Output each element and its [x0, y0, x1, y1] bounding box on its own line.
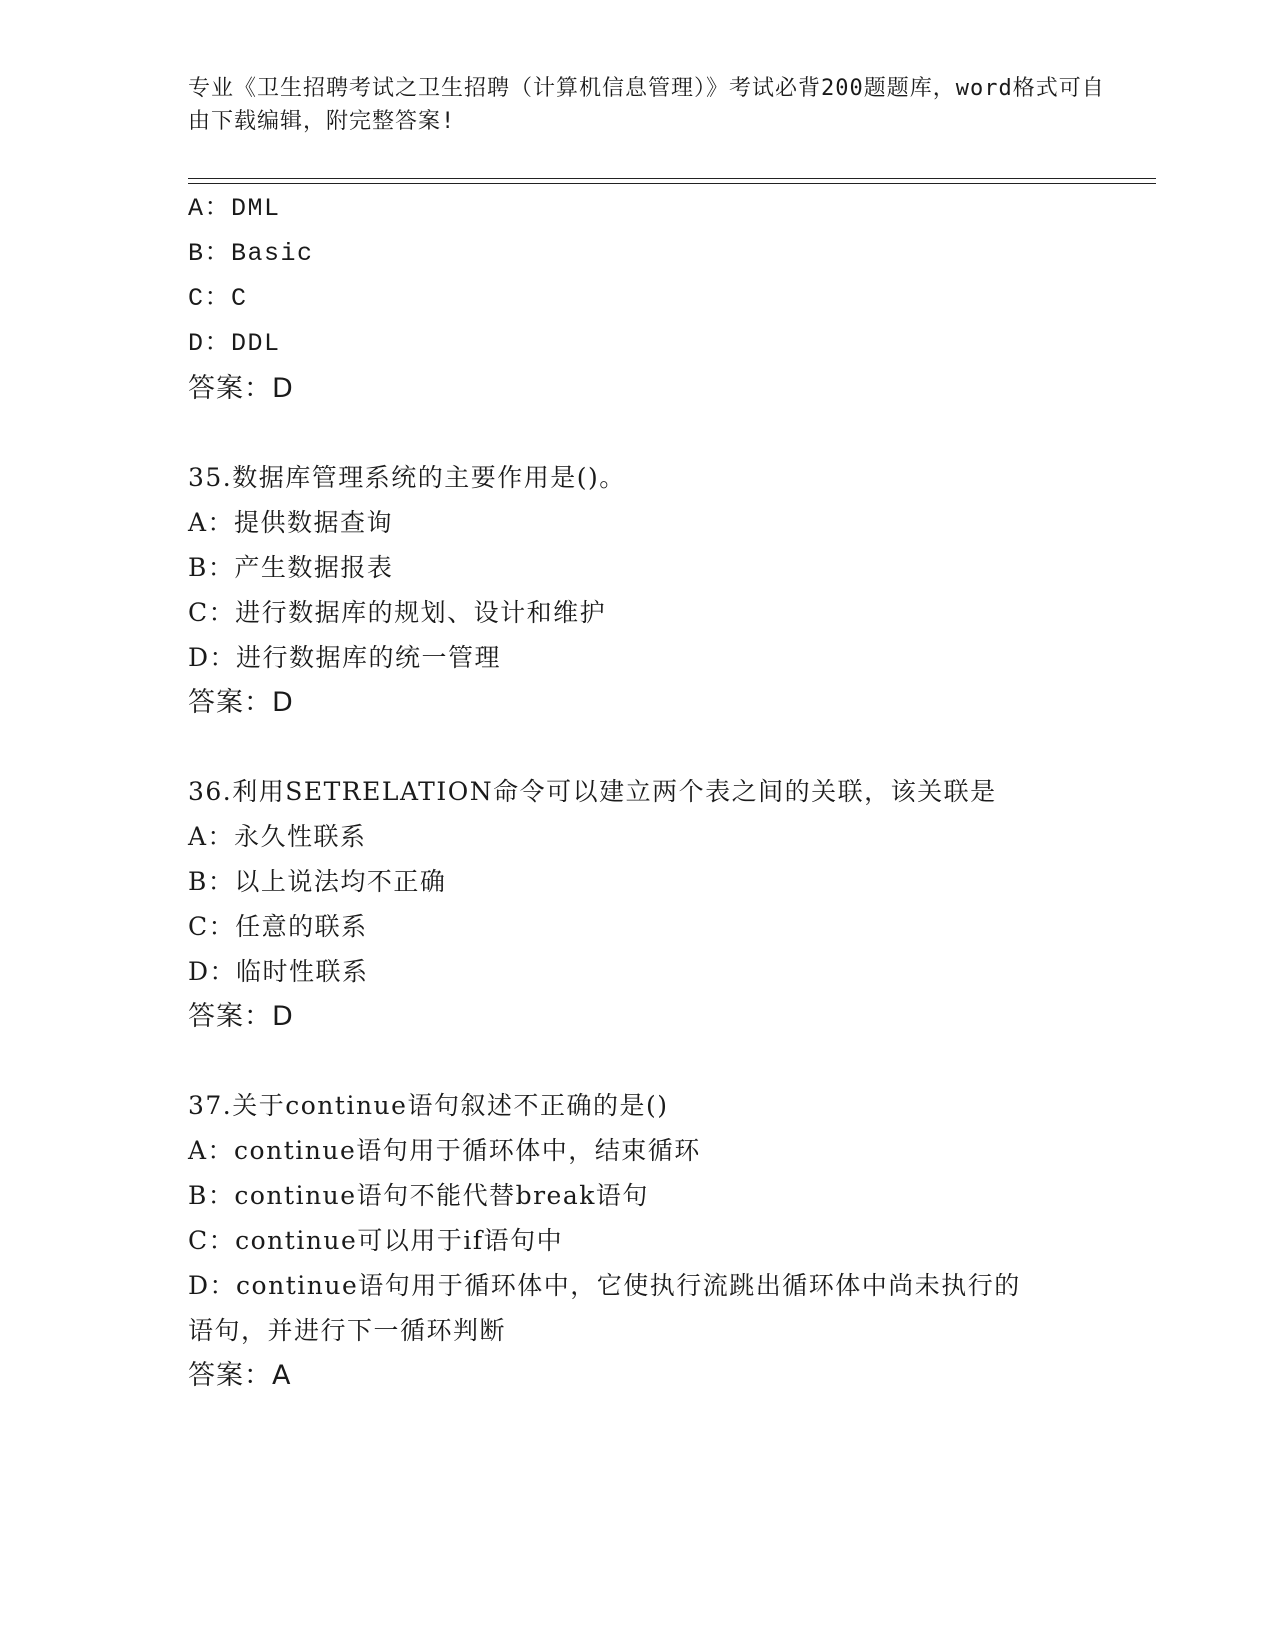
- q37-answer: 答案：A: [188, 1360, 292, 1391]
- document-intro: 专业《卫生招聘考试之卫生招聘（计算机信息管理）》考试必背200题题库，word格式可自由下载编辑，附完整答案!: [188, 76, 1105, 134]
- q36-option-c: C：任意的联系: [188, 912, 368, 941]
- q34-option-b: B：Basic: [188, 239, 314, 268]
- q35-option-d: D：进行数据库的统一管理: [188, 643, 502, 672]
- q34-option-a: A：DML: [188, 194, 281, 223]
- q35-option-c: C：进行数据库的规划、设计和维护: [188, 598, 607, 627]
- q37-option-d-line2: 语句，并进行下一循环判断: [188, 1316, 507, 1345]
- q34-option-d: D：DDL: [188, 329, 281, 358]
- q36-option-d: D：临时性联系: [188, 957, 369, 986]
- q36-answer: 答案：D: [188, 1001, 294, 1032]
- q34-option-c: C：C: [188, 284, 248, 313]
- q36-option-b: B：以上说法均不正确: [188, 867, 447, 896]
- q36-option-a: A：永久性联系: [188, 822, 367, 851]
- q37-option-c: C：continue可以用于if语句中: [188, 1226, 564, 1255]
- q36-stem: 36.利用SETRELATION命令可以建立两个表之间的关联，该关联是: [188, 777, 997, 806]
- q35-option-a: A：提供数据查询: [188, 508, 394, 537]
- q37-option-d-line1: D：continue语句用于循环体中，它使执行流跳出循环体中尚未执行的: [188, 1271, 1021, 1300]
- q35-stem: 35.数据库管理系统的主要作用是()。: [188, 463, 626, 492]
- header-divider-top: [188, 178, 1156, 179]
- q35-option-b: B：产生数据报表: [188, 553, 394, 582]
- q35-answer: 答案：D: [188, 687, 294, 718]
- q34-answer: 答案：D: [188, 373, 294, 404]
- q37-stem: 37.关于continue语句叙述不正确的是(): [188, 1091, 669, 1120]
- header-divider-bottom: [188, 183, 1156, 184]
- q37-option-b: B：continue语句不能代替break语句: [188, 1181, 649, 1210]
- q37-option-a: A：continue语句用于循环体中，结束循环: [188, 1136, 701, 1165]
